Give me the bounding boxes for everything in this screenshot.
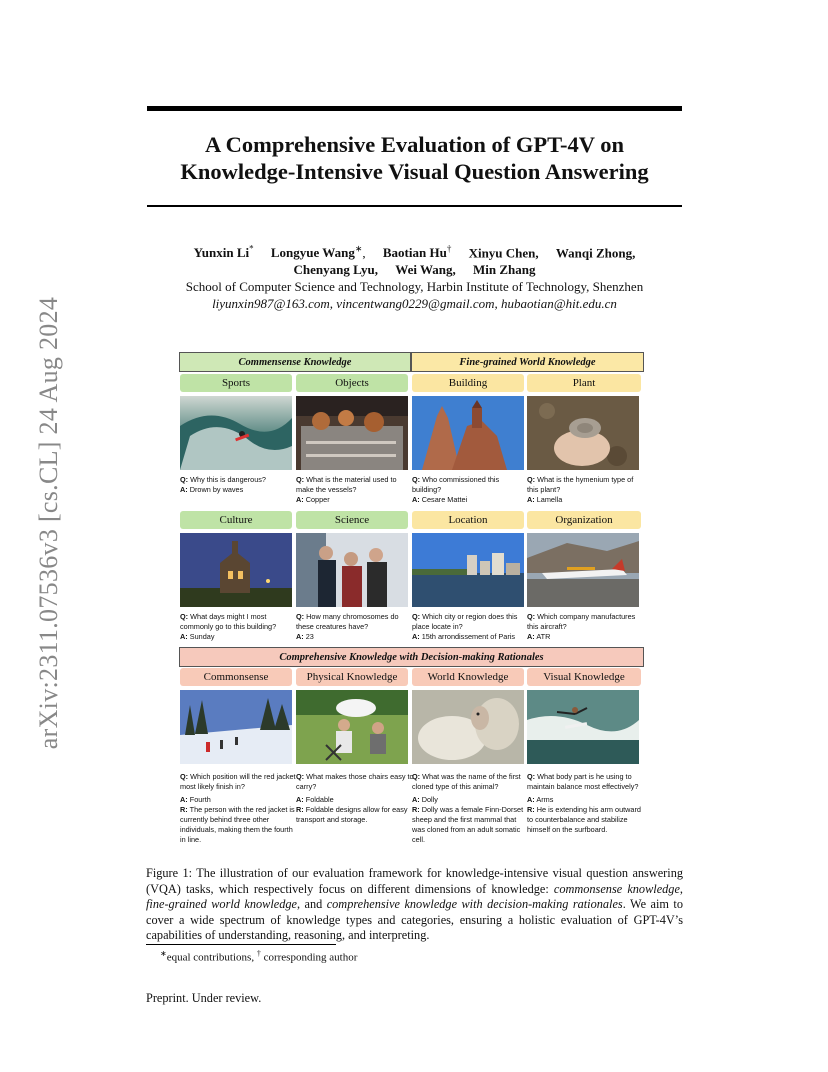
qa-objects: Q: What is the material used to make the vessels? A: Copper bbox=[296, 475, 397, 504]
category-organization: Organization bbox=[527, 511, 641, 529]
category-plant: Plant bbox=[527, 374, 641, 392]
author-line-2: Chenyang Lyu, Wei Wang, Min Zhang bbox=[293, 262, 536, 278]
sheep-photo bbox=[412, 690, 524, 764]
author-name: Chenyang Lyu bbox=[293, 262, 375, 278]
header-commonsense-knowledge: Commensense Knowledge bbox=[179, 352, 411, 372]
paper-title bbox=[147, 131, 682, 185]
surfer-wave-photo bbox=[180, 396, 292, 470]
category-science: Science bbox=[296, 511, 408, 529]
qa-commonsense: Q: Which position will the red jacket most likely finish in? A: Fourth R: The person with the red jacket is currently behind three other individuals, making them the fourth in line. bbox=[180, 772, 296, 844]
church-dusk-photo bbox=[180, 533, 292, 607]
author-name: Xinyu Chen bbox=[468, 245, 536, 261]
footnote: ∗equal contributions, † corresponding author bbox=[160, 949, 358, 964]
author-name: Longyue Wang∗ bbox=[270, 244, 363, 261]
ski-snow-photo bbox=[180, 690, 292, 764]
title-line-1: A Comprehensive Evaluation of GPT-4V on bbox=[204, 132, 625, 157]
qa-organization: Q: Which company manufactures this aircraft? A: ATR bbox=[527, 612, 636, 641]
title-line-2: Knowledge-Intensive Visual Question Answering bbox=[180, 159, 649, 184]
paris-river-photo bbox=[412, 533, 524, 607]
author-name: Wei Wang bbox=[395, 262, 453, 278]
author-line-1: Yunxin Li* Longyue Wang∗, Baotian Hu† Xinyu Chen, Wanqi Zhong, bbox=[193, 244, 636, 261]
category-commonsense: Commonsense bbox=[180, 668, 292, 686]
qa-location: Q: Which city or region does this place locate in? A: 15th arrondissement of Paris bbox=[412, 612, 518, 641]
preprint-note: Preprint. Under review. bbox=[146, 991, 262, 1005]
qa-sports: Q: Why this is dangerous? A: Drown by waves bbox=[180, 475, 266, 494]
arxiv-stamp: arXiv:2311.07536v3 [cs.CL] 24 Aug 2024 bbox=[34, 296, 63, 750]
author-block bbox=[147, 241, 682, 312]
category-sports: Sports bbox=[180, 374, 292, 392]
qa-plant: Q: What is the hymenium type of this plant? A: Lamella bbox=[527, 475, 634, 504]
mushroom-plant-photo bbox=[527, 396, 639, 470]
category-building: Building bbox=[412, 374, 524, 392]
author-name: Baotian Hu† bbox=[382, 244, 452, 261]
author-emails: liyunxin987@163.com, vincentwang0229@gmail.com, hubaotian@hit.edu.cn bbox=[212, 296, 617, 312]
figure-caption: Figure 1: The illustration of our evaluation framework for knowledge-intensive visual question answering (VQA) tasks, which respectively focus on different dimensions of knowledge: commonsense knowledge, fine-grained world knowledge, and comprehensive knowledge with decision-making rationales. We aim to cover a wide spectrum of knowledge types and categories, ensuring a holistic evaluation of GPT-4V’s capabilities of understanding, reasoning, and interpreting. bbox=[146, 866, 683, 942]
aircraft-photo bbox=[527, 533, 639, 607]
qa-culture: Q: What days might I most commonly go to this building? A: Sunday bbox=[180, 612, 277, 641]
author-name: Yunxin Li* bbox=[193, 244, 254, 261]
category-location: Location bbox=[412, 511, 524, 529]
qa-science: Q: How many chromosomes do these creatures have? A: 23 bbox=[296, 612, 399, 641]
footnote-rule bbox=[146, 944, 336, 945]
title-rule-top bbox=[147, 106, 682, 111]
surfer-balance-photo bbox=[527, 690, 639, 764]
affiliation: School of Computer Science and Technology, Harbin Institute of Technology, Shenzhen bbox=[185, 279, 644, 295]
qa-visual-knowledge: Q: What body part is he using to maintain balance most effectively? A: Arms R: He is extending his arm outward to counterbalance and stabilize himself on the surfboard. bbox=[527, 772, 641, 834]
qa-building: Q: Who commissioned this building? A: Cesare Mattei bbox=[412, 475, 500, 504]
figure-1 bbox=[179, 350, 645, 850]
category-objects: Objects bbox=[296, 374, 408, 392]
author-name: Wanqi Zhong bbox=[555, 245, 633, 261]
qa-physical-knowledge: Q: What makes those chairs easy to carry? A: Foldable R: Foldable designs allow for easy transport and storage. bbox=[296, 772, 414, 824]
title-rule-bottom bbox=[147, 205, 682, 207]
qa-world-knowledge: Q: What was the name of the first cloned type of this animal? A: Dolly R: Dolly was a female Finn-Dorset sheep and the first mammal that was cloned from an adult somatic cell. bbox=[412, 772, 524, 844]
camping-chairs-photo bbox=[296, 690, 408, 764]
castle-building-photo bbox=[412, 396, 524, 470]
people-group-photo bbox=[296, 533, 408, 607]
kitchen-vessels-photo bbox=[296, 396, 408, 470]
category-culture: Culture bbox=[180, 511, 292, 529]
category-visual-knowledge: Visual Knowledge bbox=[527, 668, 641, 686]
header-finegrained-world-knowledge: Fine-grained World Knowledge bbox=[411, 352, 644, 372]
category-physical-knowledge: Physical Knowledge bbox=[296, 668, 408, 686]
category-world-knowledge: World Knowledge bbox=[412, 668, 524, 686]
header-comprehensive-knowledge: Comprehensive Knowledge with Decision-making Rationales bbox=[179, 647, 644, 667]
author-name: Min Zhang bbox=[473, 262, 536, 278]
